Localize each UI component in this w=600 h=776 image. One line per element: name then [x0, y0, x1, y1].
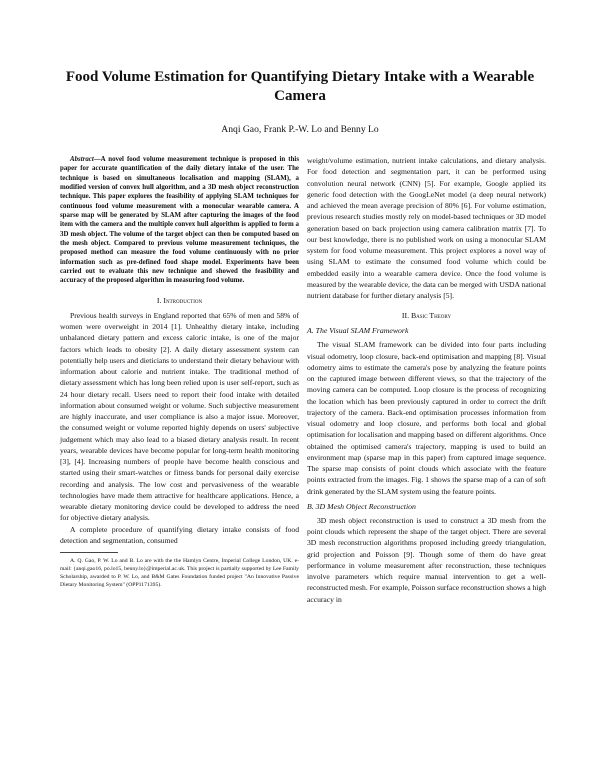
visual-slam-paragraph: The visual SLAM framework can be divided into four parts including visual odometry, loop closure, back-end optimisation and mapping [8]. Visual odometry aims to estimate the camera's pose by analyzing the feature points on the captured image between different views, so that the trajectory of the moving camera can be computed. Loop closure is the process of recognizing the location which has been previously captured in order to correct the drift trajectory of the camera. Back-end optimisation processes information from visual odometry and loop closure, and performs both local and global optimisation for localisation and mapping based on different algorithms. Once obtained the optimised camera's trajectory, mapping is used to build an environment map (sparse map in this paper) from captured image sequence. The sparse map consists of point clouds which associate with the feature points extracted from the images. Fig. 1 shows the sparse map of a can of soft drink generated by the SLAM system using the feature points.: [307, 340, 546, 496]
abstract: [60, 155, 299, 286]
intro-paragraph-1: Previous health surveys in England reported that 65% of men and 58% of women were overweight in 2014 [1]. Unhealthy dietary intake, including unbalanced dietary pattern and excess caloric intake, is one of the major factors which leads to obesity [2]. A daily dietary assessment system can potentially help users and dieticians to understand their dietary behaviour with information about calorie and nutrient intake. The traditional method of dietary assessment which has long been relied upon is user self-report, such as 24 hour dietary recall. Users need to report their food intake with detailed information about consumed weight or volume. Such subjective measurement are highly inaccurate, and user compliance is also a major issue. Moreover, the consumed weight or volume reported highly depends on users' subjective judgement which may also lead to a biased dietary analysis result. In recent years, wearable devices have become popular for long-term health monitoring [3], [4]. Increasing numbers of people have become health conscious and started using their smart-watches or fitness bands for personal daily exercise recording and analysis. The low cost and pervasiveness of the wearable technologies have made them attractive for healthcare applications. Hence, a wearable dietary monitoring device could be developed to address the need for objective dietary analysis.: [60, 310, 299, 523]
right-column: [307, 155, 546, 605]
abstract-text: —A novel food volume measurement technique is proposed in this paper for accurate quantification of the daily dietary intake of the user. The technique is based on simultaneous localisation and mapping (SLAM), a modified version of convex hull algorithm, and a 3D mesh object reconstruction technique. This paper explores the feasibility of applying SLAM techniques for continuous food volume measurement with a monocular wearable camera. A sparse map will be generated by SLAM after capturing the images of the food item with the camera and the multiple convex hull algorithm is applied to form a 3D mesh object. The volume of the target object can then be computed based on the mesh object. Compared to previous volume measurement techniques, the proposed method can measure the food volume continuously with no prior information such as pre-defined food shape model. Experiments have been carried out to evaluate this new technique and showed the feasibility and accuracy of the proposed algorithm in measuring food volume.: [60, 156, 299, 285]
section-heading-basic-theory: II. Basic Theory: [401, 311, 452, 321]
subsection-heading-3d-mesh: B. 3D Mesh Object Reconstruction: [307, 501, 416, 511]
left-column: [60, 155, 299, 589]
abstract-label: Abstract: [70, 156, 94, 163]
3d-mesh-paragraph: 3D mesh object reconstruction is used to construct a 3D mesh from the point clouds which represent the shape of the target object. There are several 3D mesh reconstruction algorithms proposed including greedy triangulation, grid projection and Poisson [9]. Though some of them do have great performance in volume measurement after reconstruction, these techniques involve parameters which require manual intervention to get a well-reconstructed mesh. For example, Poisson surface reconstruction shows a high accuracy in: [307, 515, 546, 604]
footnote: A. Q. Gao, P. W. Lo and B. Lo are with the the Hamlyn Centre, Imperial College London, UK. e-mail: {anqi.gao16, po.lo15, benny.lo}@imperial.ac.uk. This project is partially supported by Lee Family Scholarship, awarded to P. W. Lo, and B&M Gates Foundation funded project "An Innovative Passive Dietary Monitoring System" (OPP1171395).: [60, 558, 299, 589]
intro-paragraph-2-start: A complete procedure of quantifying dietary intake consists of food detection and segmentation, consumed: [60, 524, 299, 545]
subsection-heading-visual-slam: A. The Visual SLAM Framework: [307, 326, 409, 336]
intro-paragraph-2-continued: weight/volume estimation, nutrient intake calculations, and dietary analysis. For food detection and segmentation part, it can be performed using convolution neural network (CNN) [5]. For example, Google applied its generic food detection with the GoogLeNet model (a deep neural network) and achieved the mean average precision of 80% [6]. For volume estimation, previous research studies mostly rely on model-based techniques or 3D model generation based on back projection using camera calibration matrix [7]. To our best knowledge, there is no published work on using a monocular SLAM system for food volume measurement. This project explores a novel way of using SLAM to estimate the consumed food volume which could be embedded easily into a wearable camera device. Once the food volume is measured by the wearable device, the data can be merged with USDA national nutrient database for further dietary analysis [5].: [307, 156, 546, 300]
paper-authors: Anqi Gao, Frank P.-W. Lo and Benny Lo: [221, 124, 379, 135]
footnote-rule: [60, 552, 118, 553]
section-heading-introduction: I. Introduction: [156, 295, 203, 305]
paper-title: Food Volume Estimation for Quantifying Dietary Intake with a Wearable Camera: [65, 69, 535, 104]
